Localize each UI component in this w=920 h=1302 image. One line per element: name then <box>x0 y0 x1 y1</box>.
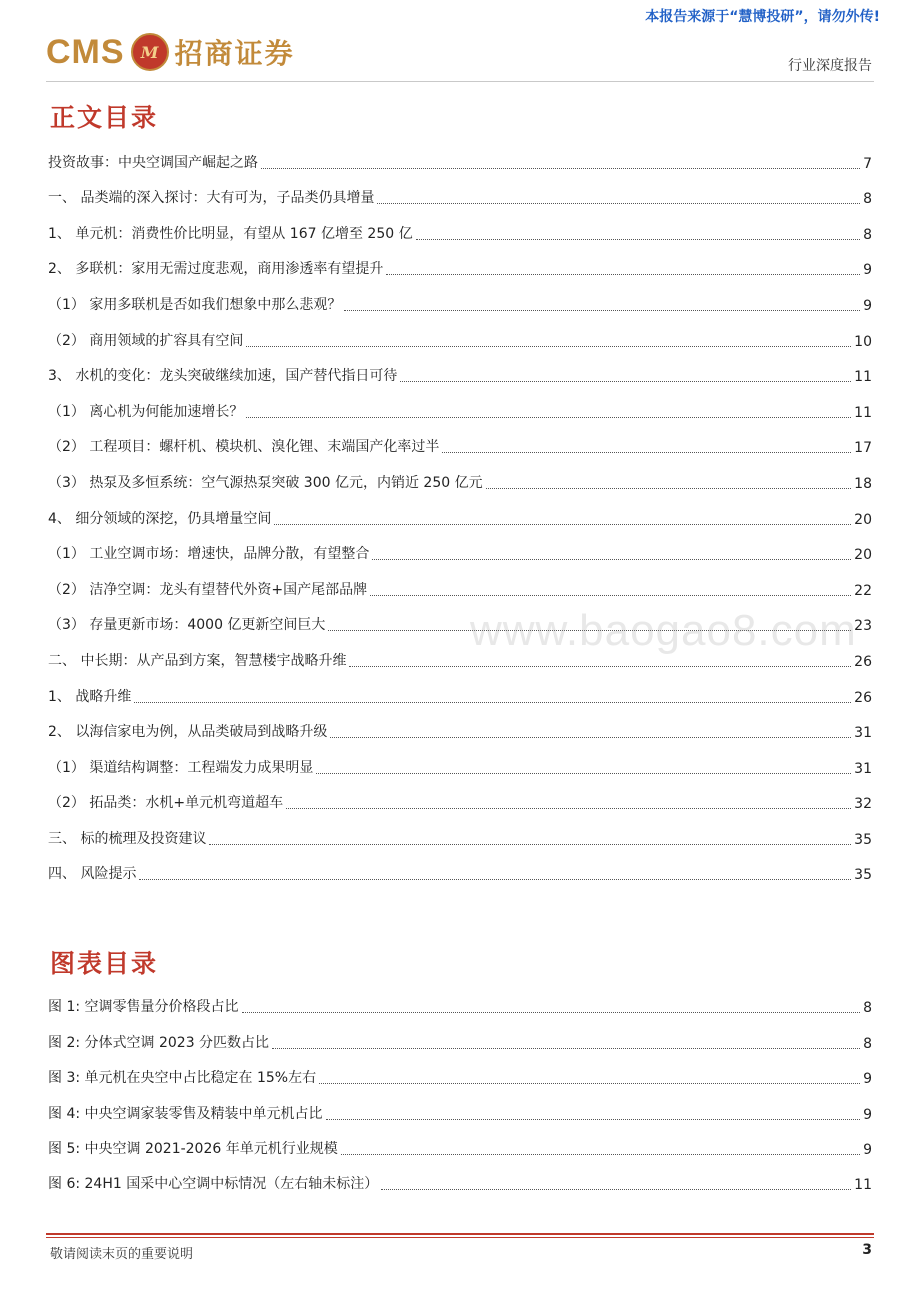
toc-entry-label: 1、 单元机：消费性价比明显，有望从 167 亿增至 250 亿 <box>48 225 413 242</box>
toc-entry[interactable] <box>48 713 872 749</box>
dot-leader <box>400 381 851 382</box>
toc-entry-page: 11 <box>854 369 872 386</box>
toc-entry-page: 31 <box>854 725 872 742</box>
page-number: 3 <box>862 1242 872 1258</box>
dot-leader <box>416 239 860 240</box>
figure-entry[interactable] <box>48 1023 872 1058</box>
footer-disclaimer: 敬请阅读末页的重要说明 <box>50 1247 194 1262</box>
dot-leader <box>246 417 851 418</box>
logo-chinese-text: 招商证券 <box>174 37 295 70</box>
toc-entry-page: 26 <box>854 653 872 670</box>
logo-seal-icon: M <box>131 33 169 71</box>
toc-entry[interactable] <box>48 499 872 535</box>
toc-entry[interactable] <box>48 784 872 820</box>
dot-leader <box>286 808 851 809</box>
toc-entry-label: （2） 洁净空调：龙头有望替代外资+国产尾部品牌 <box>48 581 368 598</box>
figure-entry-page: 11 <box>854 1177 872 1194</box>
figure-entry-page: 9 <box>863 1141 872 1158</box>
figure-entry[interactable] <box>48 1094 872 1129</box>
toc-list <box>48 143 872 890</box>
figure-entry-page: 9 <box>863 1106 872 1123</box>
toc-entry-label: 二、 中长期：从产品到方案，智慧楼宇战略升维 <box>48 652 347 669</box>
figure-entry-label: 图 3: 单元机在央空中占比稳定在 15%左右 <box>48 1070 317 1087</box>
figure-entry[interactable] <box>48 1130 872 1165</box>
toc-entry-page: 8 <box>863 226 872 243</box>
toc-entry-page: 32 <box>854 796 872 813</box>
figure-entry[interactable] <box>48 1059 872 1094</box>
toc-entry-label: 4、 细分领域的深挖，仍具增量空间 <box>48 510 272 527</box>
toc-entry-page: 10 <box>854 333 872 350</box>
header-divider <box>46 81 874 82</box>
figure-list-title: 图表目录 <box>50 949 159 978</box>
toc-entry-page: 9 <box>863 262 872 279</box>
toc-entry-page: 7 <box>863 155 872 172</box>
figure-entry-label: 图 1: 空调零售量分价格段占比 <box>48 999 239 1016</box>
footer-divider-thin <box>46 1237 874 1238</box>
dot-leader <box>344 310 860 311</box>
toc-entry-page: 35 <box>854 831 872 848</box>
toc-entry[interactable] <box>48 819 872 855</box>
dot-leader <box>381 1189 851 1190</box>
toc-entry-page: 18 <box>854 475 872 492</box>
dot-leader <box>134 702 851 703</box>
toc-entry-page: 20 <box>854 511 872 528</box>
figure-entry-label: 图 4: 中央空调家装零售及精装中单元机占比 <box>48 1105 323 1122</box>
toc-entry[interactable] <box>48 143 872 179</box>
toc-entry-label: （2） 商用领域的扩容具有空间 <box>48 332 244 349</box>
toc-entry[interactable] <box>48 285 872 321</box>
toc-entry-label: 四、 风险提示 <box>48 866 137 883</box>
toc-entry[interactable] <box>48 855 872 891</box>
footer-divider <box>46 1233 874 1235</box>
toc-entry[interactable] <box>48 321 872 357</box>
dot-leader <box>246 346 851 347</box>
dot-leader <box>370 595 851 596</box>
dot-leader <box>242 1012 861 1013</box>
toc-entry-label: （2） 拓品类：水机+单元机弯道超车 <box>48 795 284 812</box>
toc-entry[interactable] <box>48 463 872 499</box>
toc-entry-label: （1） 家用多联机是否如我们想象中那么悲观？ <box>48 296 342 313</box>
dot-leader <box>386 274 860 275</box>
toc-entry[interactable] <box>48 392 872 428</box>
toc-entry-label: 三、 标的梳理及投资建议 <box>48 830 207 847</box>
dot-leader <box>341 1154 860 1155</box>
figure-entry[interactable] <box>48 1165 872 1200</box>
toc-entry[interactable] <box>48 179 872 215</box>
toc-entry-label: 一、 品类端的深入探讨：大有可为，子品类仍具增量 <box>48 190 375 207</box>
toc-entry[interactable] <box>48 214 872 250</box>
dot-leader <box>209 844 851 845</box>
dot-leader <box>316 773 851 774</box>
toc-entry-label: 3、 水机的变化：龙头突破继续加速，国产替代指日可待 <box>48 368 398 385</box>
toc-entry-label: （2） 工程项目：螺杆机、模块机、溴化锂、末端国产化率过半 <box>48 439 440 456</box>
figure-entry-page: 8 <box>863 1035 872 1052</box>
toc-entry-page: 8 <box>863 191 872 208</box>
toc-entry-label: （1） 离心机为何能加速增长？ <box>48 403 244 420</box>
dot-leader <box>261 168 860 169</box>
toc-entry[interactable] <box>48 535 872 571</box>
dot-leader <box>274 524 851 525</box>
figure-entry-label: 图 2: 分体式空调 2023 分匹数占比 <box>48 1034 270 1051</box>
figure-entry[interactable] <box>48 988 872 1023</box>
toc-entry-page: 17 <box>854 440 872 457</box>
toc-entry-label: 2、 以海信家电为例，从品类破局到战略升级 <box>48 724 328 741</box>
toc-entry[interactable] <box>48 677 872 713</box>
dot-leader <box>319 1083 860 1084</box>
toc-entry-page: 31 <box>854 760 872 777</box>
dot-leader <box>272 1048 860 1049</box>
toc-entry-label: （1） 渠道结构调整：工程端发力成果明显 <box>48 759 314 776</box>
dot-leader <box>486 488 852 489</box>
logo-latin-text: CMS <box>46 32 125 71</box>
toc-entry-page: 35 <box>854 867 872 884</box>
toc-entry[interactable] <box>48 748 872 784</box>
toc-entry-label: （1） 工业空调市场：增速快，品牌分散，有望整合 <box>48 546 370 563</box>
toc-entry-label: 投资故事：中央空调国产崛起之路 <box>48 154 258 171</box>
dot-leader <box>442 452 851 453</box>
toc-entry-page: 11 <box>854 404 872 421</box>
dot-leader <box>372 559 851 560</box>
report-type-label: 行业深度报告 <box>788 58 872 74</box>
toc-entry-page: 26 <box>854 689 872 706</box>
figure-entry-page: 9 <box>863 1071 872 1088</box>
dot-leader <box>326 1119 861 1120</box>
toc-entry-label: （3） 存量更新市场：4000 亿更新空间巨大 <box>48 617 326 634</box>
figure-entry-label: 图 5: 中央空调 2021-2026 年单元机行业规模 <box>48 1140 338 1157</box>
toc-entry-label: 2、 多联机：家用无需过度悲观，商用渗透率有望提升 <box>48 261 384 278</box>
toc-entry-page: 23 <box>854 618 872 635</box>
toc-entry-page: 9 <box>863 297 872 314</box>
toc-entry[interactable] <box>48 570 872 606</box>
watermark: www.baogao8.com <box>470 606 857 655</box>
toc-entry-label: 1、 战略升维 <box>48 688 132 705</box>
toc-entry-label: （3） 热泵及多恒系统：空气源热泵突破 300 亿元，内销近 250 亿元 <box>48 474 483 491</box>
dot-leader <box>330 737 851 738</box>
toc-entry-page: 20 <box>854 547 872 564</box>
figure-entry-label: 图 6: 24H1 国采中心空调中标情况（左右轴未标注） <box>48 1176 379 1193</box>
toc-entry[interactable] <box>48 357 872 393</box>
figure-list <box>48 988 872 1200</box>
toc-entry-page: 22 <box>854 582 872 599</box>
dot-leader <box>377 203 860 204</box>
toc-title: 正文目录 <box>50 103 159 132</box>
dot-leader <box>349 666 851 667</box>
source-notice: 本报告来源于“慧博投研”，请勿外传! <box>645 9 880 25</box>
company-logo <box>46 32 295 72</box>
toc-entry[interactable] <box>48 428 872 464</box>
toc-entry[interactable] <box>48 250 872 286</box>
dot-leader <box>139 879 851 880</box>
figure-entry-page: 8 <box>863 1000 872 1017</box>
